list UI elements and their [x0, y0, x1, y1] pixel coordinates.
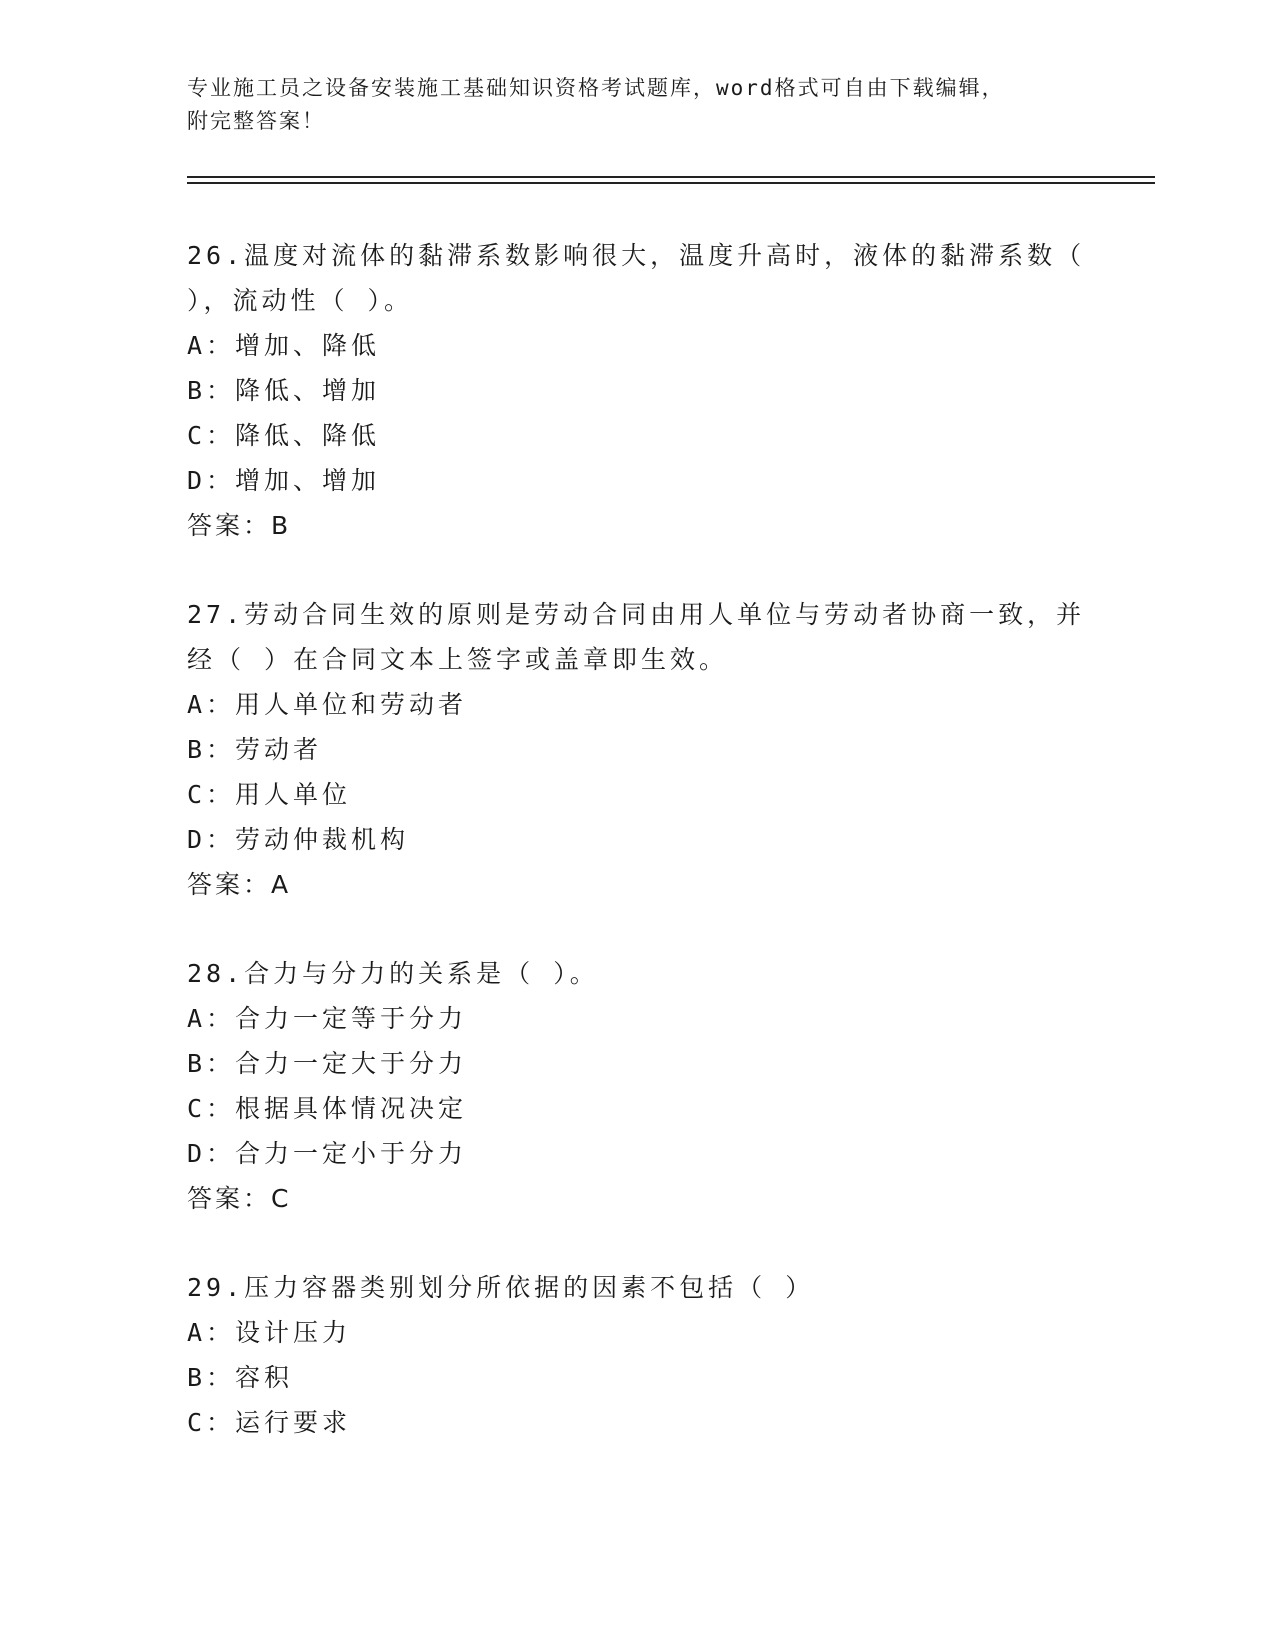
header-divider-bottom: [187, 182, 1155, 184]
answer-label: 答案：C: [187, 1184, 292, 1213]
option-a: A：增加、降低: [187, 331, 381, 360]
option-a: A：合力一定等于分力: [187, 1004, 468, 1033]
option-b: B：劳动者: [187, 735, 323, 764]
option-b: B：降低、增加: [187, 376, 381, 405]
question-stem: 27.劳动合同生效的原则是劳动合同由用人单位与劳动者协商一致，并经（ ）在合同文本上签字或盖章即生效。: [187, 600, 1086, 674]
option-c: C：用人单位: [187, 780, 352, 809]
document-header: [187, 72, 1067, 138]
header-divider-top: [187, 176, 1155, 178]
question-28: [187, 951, 1087, 1221]
option-d: D：增加、增加: [187, 466, 381, 495]
option-c: C：根据具体情况决定: [187, 1094, 468, 1123]
header-line-1: 专业施工员之设备安装施工基础知识资格考试题库，word格式可自由下载编辑，: [187, 76, 1005, 100]
option-d: D：合力一定小于分力: [187, 1139, 468, 1168]
answer-label: 答案：B: [187, 511, 292, 540]
answer-label: 答案：A: [187, 870, 292, 899]
question-stem: 28.合力与分力的关系是（ ）。: [187, 959, 599, 988]
option-a: A：设计压力: [187, 1318, 352, 1347]
question-list: [187, 233, 1087, 1489]
question-27: [187, 592, 1087, 907]
question-29: [187, 1265, 1087, 1445]
option-b: B：容积: [187, 1363, 294, 1392]
question-26: [187, 233, 1087, 548]
option-d: D：劳动仲裁机构: [187, 825, 410, 854]
option-b: B：合力一定大于分力: [187, 1049, 468, 1078]
question-stem: 29.压力容器类别划分所依据的因素不包括（ ）: [187, 1273, 815, 1302]
option-a: A：用人单位和劳动者: [187, 690, 468, 719]
header-line-2: 附完整答案！: [187, 109, 325, 133]
option-c: C：降低、降低: [187, 421, 381, 450]
option-c: C：运行要求: [187, 1408, 352, 1437]
question-stem: 26.温度对流体的黏滞系数影响很大，温度升高时，液体的黏滞系数（ ），流动性（ ）。: [187, 241, 1086, 315]
